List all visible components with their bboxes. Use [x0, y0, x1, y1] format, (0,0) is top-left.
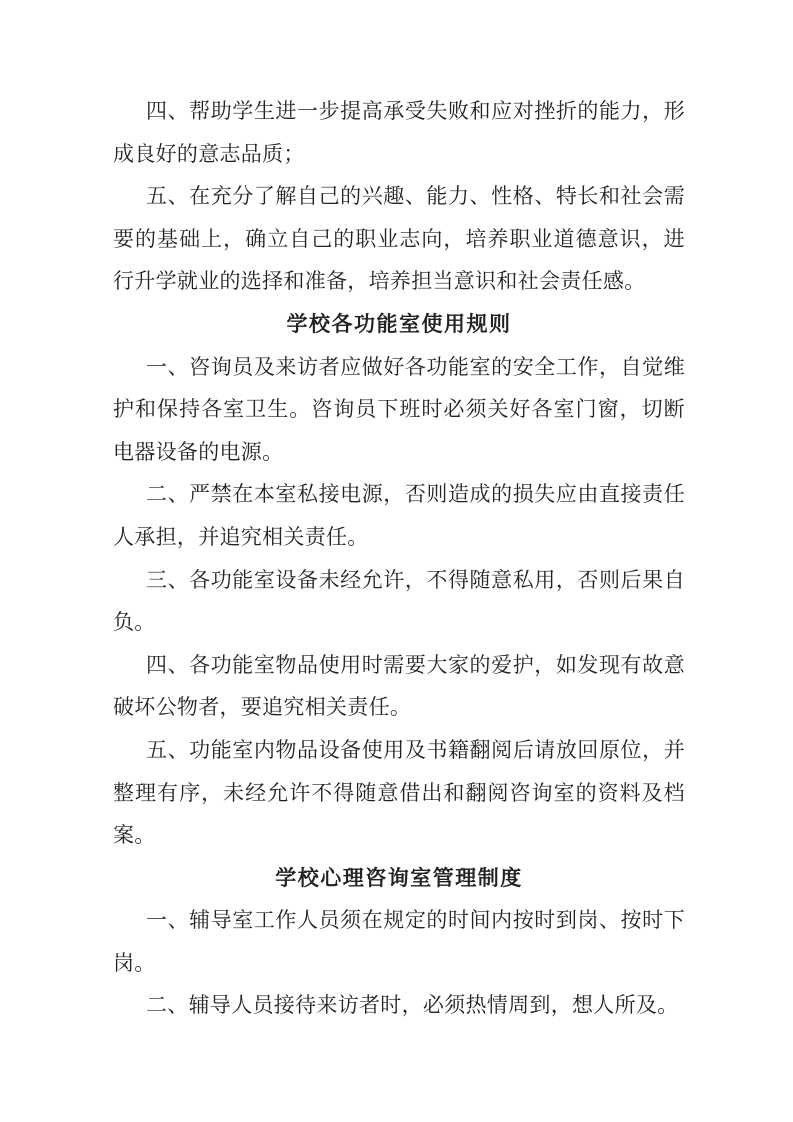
- document-content: [113, 90, 685, 1027]
- para-counseling-rule-1: 一、辅导室工作人员须在规定的时间内按时到岗、按时下岗。: [113, 908, 685, 975]
- heading-counseling-room-policy: 学校心理咨询室管理制度: [275, 864, 523, 890]
- para-student-goal-4: 四、帮助学生进一步提高承受失败和应对挫折的能力，形成良好的意志品质；: [113, 99, 685, 166]
- para-counseling-rule-2: 二、辅导人员接待来访者时，必须热情周到，想人所及。: [146, 993, 679, 1018]
- para-function-rule-5: 五、功能室内物品设备使用及书籍翻阅后请放回原位，并整理有序，未经允许不得随意借出和翻阅咨询室的资料及档案。: [113, 737, 685, 848]
- para-student-goal-5: 五、在充分了解自己的兴趣、能力、性格、特长和社会需要的基础上，确立自己的职业志向，培养职业道德意识，进行升学就业的选择和准备，培养担当意识和社会责任感。: [113, 184, 685, 294]
- para-function-rule-2: 二、严禁在本室私接电源，否则造成的损失应由直接责任人承担，并追究相关责任。: [113, 482, 685, 549]
- para-function-rule-1: 一、咨询员及来访者应做好各功能室的安全工作，自觉维护和保持各室卫生。咨询员下班时必须关好各室门窗，切断电器设备的电源。: [113, 354, 685, 464]
- para-function-rule-3: 三、各功能室设备未经允许，不得随意私用，否则后果自负。: [113, 567, 685, 635]
- para-function-rule-4: 四、各功能室物品使用时需要大家的爱护，如发现有故意破坏公物者，要追究相关责任。: [113, 652, 685, 720]
- heading-function-room-rules: 学校各功能室使用规则: [286, 310, 512, 336]
